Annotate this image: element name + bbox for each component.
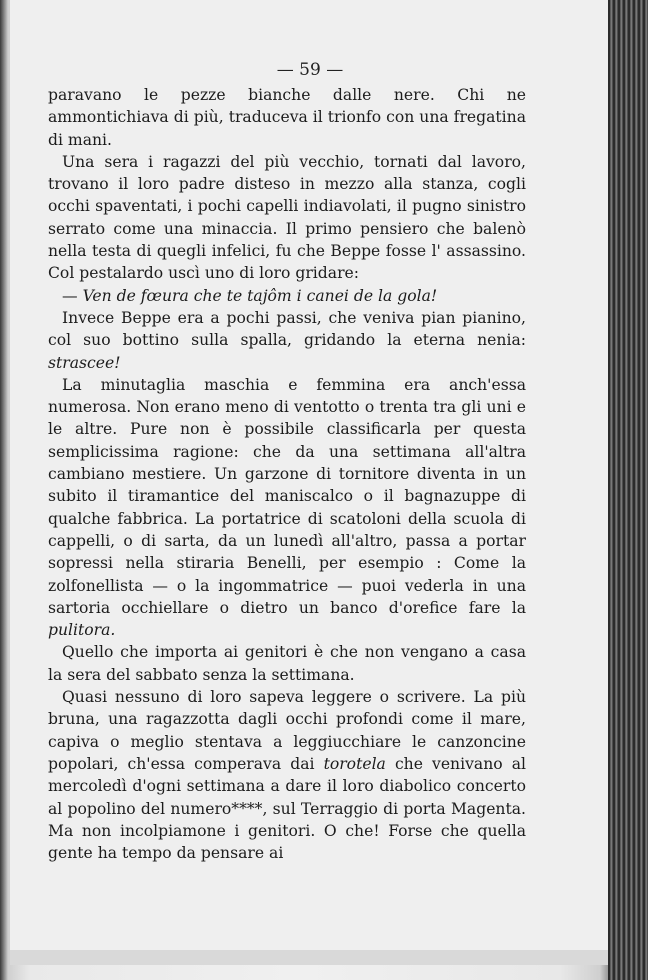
paragraph-2-text: Una sera i ragazzi del più vecchio, tornati dal lavoro, trovano il loro padre disteso in mezzo alla stanza, cogli occhi spaventati, i pochi capelli indiavolati, il pugno sinistro serrato come una minaccia. Il primo pensiero che balenò nella testa di quegli infelici, fu che Beppe fosse l' assassino. Col pestalardo uscì uno di loro gridare: xyxy=(48,152,526,283)
book-page xyxy=(10,0,611,965)
paragraph-5-text: La minutaglia maschia e femmina era anch'essa numerosa. Non erano meno di ventotto o trenta tra gli uni e le altre. Pure non è possibile classificarla per questa semplicissima ragione: che da una settimana all'altra cambiano mestiere. Un garzone di tornitore diventa in un subito il tiramantice del maniscalco o il bagnazuppe di qualche fabbrica. La portatrice di scatoloni della scuola di cappelli, o di sarta, da un lunedì all'altro, passa a portar sopressi nella stiraria Benelli, per esempio : Come la zolfonellista — o la ingommatrice — puoi vederla in una sartoria occhiellare o dietro un banco d'orefice fare la xyxy=(48,375,526,617)
paragraph-1-text: paravano le pezze bianche dalle nere. Chi ne ammontichiava di più, traduceva il trionfo con una fregatina di mani. xyxy=(48,86,526,149)
paragraph-7-text-cont: che venivano al mercoledì d'ogni settimana a dare il loro diabolico concerto al popolino del numero****, sul Terraggio di porta Magenta. Ma non incolpiamone i genitori. O che! Forse che quella gente ha tempo da pensare ai xyxy=(48,754,526,863)
paragraph-1 xyxy=(48,84,526,151)
paragraph-7-text: Quasi nessuno di loro sapeva leggere o scrivere. La più bruna, una ragazzotta dagli occhi profondi come il mare, capiva o meglio stentava a leggiucchiare le canzoncine popolari, ch'essa comperava dai xyxy=(48,688,526,773)
paragraph-6 xyxy=(48,641,526,686)
paragraph-4-text: Invece Beppe era a pochi passi, che veniva pian pianino, col suo bottino sulla spalla, gridando la eterna nenia: xyxy=(48,308,526,350)
paragraph-5 xyxy=(48,374,526,642)
paragraph-3-quote xyxy=(48,285,526,307)
paragraph-4 xyxy=(48,307,526,374)
body-text xyxy=(48,84,526,864)
dialect-quote: Ven de fœura che te tajôm i canei de la gola! xyxy=(82,286,438,305)
paragraph-4-italic: strascee! xyxy=(48,353,121,372)
paragraph-7 xyxy=(48,686,526,864)
book-fore-edge xyxy=(608,0,648,980)
quote-dash: — xyxy=(62,286,83,305)
paragraph-2 xyxy=(48,151,526,285)
page-bottom-margin xyxy=(10,950,610,965)
paragraph-5-italic: pulitora. xyxy=(48,621,116,640)
paragraph-6-text: Quello che importa ai genitori è che non vengano a casa la sera del sabbato senza la settimana. xyxy=(48,643,526,684)
page-number: — 59 — xyxy=(276,60,344,80)
paragraph-7-italic: torotela xyxy=(323,754,386,773)
